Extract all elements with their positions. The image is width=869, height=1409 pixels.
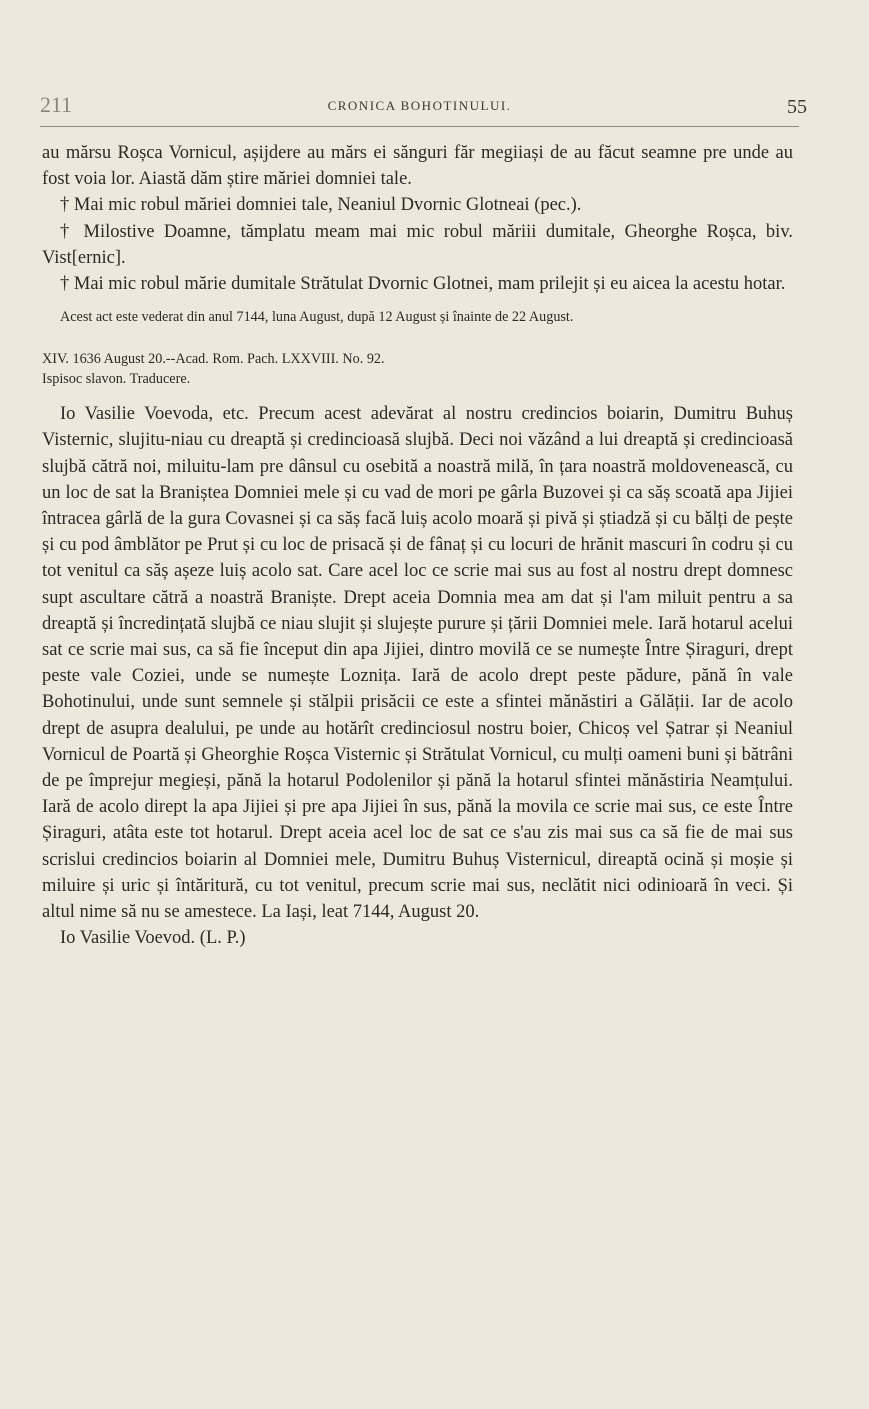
header-rule — [40, 126, 799, 127]
document-subheading: Ispisoc slavon. Traducere. — [42, 371, 191, 388]
signature-line-rosca: † Milostive Doamne, tămplatu meam mai mic robul măriii dumitale, Gheorghe Roșca, biv. Vist[ernic]. — [42, 221, 793, 268]
paragraph-continuation: au mărsu Roșca Vornicul, așijdere au mărs ei sănguri făr megiiași de au făcut seamne pre unde au fost voia lor. Aiastă dăm știre măriei domniei tale. — [42, 143, 793, 190]
charter-text: Io Vasilie Voevoda, etc. Precum acest adevărat al nostru credincios boiarin, Dumitru Buhuș Visternic, slujitu-niau cu dreaptă și credincioasă slujbă. Deci noi văzând a lui dreaptă și credincioasă slujbă cătră noi, miluitu-lam pre dânsul cu osebită a noastră milă, în țara noastră moldovenească, cu un loc de sat la Braniștea Domniei mele și cu vad de mori pe gârla Buzovei și ca săș scoată apa Jijiei întracea gârlă de la gura Covasnei și ca săș facă luiș acolo moară și pivă și știadză și cu bălți de pește și cu pod âmblător pe Prut și cu loc de prisacă și de fânaț și cu locuri de hrănit mascuri în codru și cu tot venitul ca săș așeze luiș acolo sat. Care acel loc ce scrie mai sus au fost al nostru drept domnesc supt ascultare cătră a noastră Braniște. Drept aceia Domnia mea am dat și l'am miluit pentru a sa dreaptă și încredințată slujbă ce niau slujit și slujește purure și țării Domniei mele. Iară hotarul acelui sat ce scrie mai sus, ca să fie început din apa Jijiei, dintro movilă ce se numește Între Șiraguri, drept peste vale Coziei, unde se numește Loznița. Iară de acolo drept peste pădure, pănă în vale Bohotinului, unde sunt semnele și stălpii prisăcii ce este a sfintei mănăstiri a Gălății. Iar de acolo drept de asupra dealului, pe unde au hotărît credinciosul nostru boier, Chicoș vel Șatrar și Neaniul Vornicul de Poartă și Gheorghie Roșca Visternic și Strătulat Vornicul, cu mulți oameni buni și bătrâni de pe împrejur megieși, pănă la hotarul Podolenilor și pănă la hotarul sfintei mănăstiria Neamțului. Iară de acolo dirept la apa Jijiei și pre apa Jijiei în sus, pănă la movila ce scrie mai sus, ce este Între Șiraguri, atâta este tot hotarul. Drept aceia acel loc de sat ce s'au zis mai sus ca să fie de mai sus scrislui credincios boiarin al Domniei mele, Dumitru Buhuș Visternicul, direaptă ocină și moșie și miluire și uric și întăritură, cu tot venitul, precum scrie mai sus, neclătit nici odinioară în veci. Și altul nime să nu se amestece. La Iași, leat 7144, August 20. — [42, 404, 793, 923]
text-body — [42, 140, 793, 951]
editor-note: Acest act este vederat din anul 7144, luna August, după 12 August și înainte de 22 August. — [60, 309, 574, 326]
running-title: CRONICA BOHOTINULUI. — [327, 98, 512, 113]
charter-signature: Io Vasilie Voevod. (L. P.) — [60, 928, 246, 949]
signature-line-stratulat: † Mai mic robul mărie dumitale Strătulat Dvornic Glotnei, mam prilejit și eu aicea la acestu hotar. — [60, 274, 786, 295]
document-heading: XIV. 1636 August 20.--Acad. Rom. Pach. LXXVIII. No. 92. — [42, 351, 385, 368]
page-marker-left: 211 — [40, 92, 73, 117]
signature-line-neaniul: † Mai mic robul măriei domniei tale, Neaniul Dvornic Glotneai (pec.). — [60, 195, 582, 216]
page-number: 55 — [787, 96, 807, 118]
running-header — [40, 92, 807, 122]
